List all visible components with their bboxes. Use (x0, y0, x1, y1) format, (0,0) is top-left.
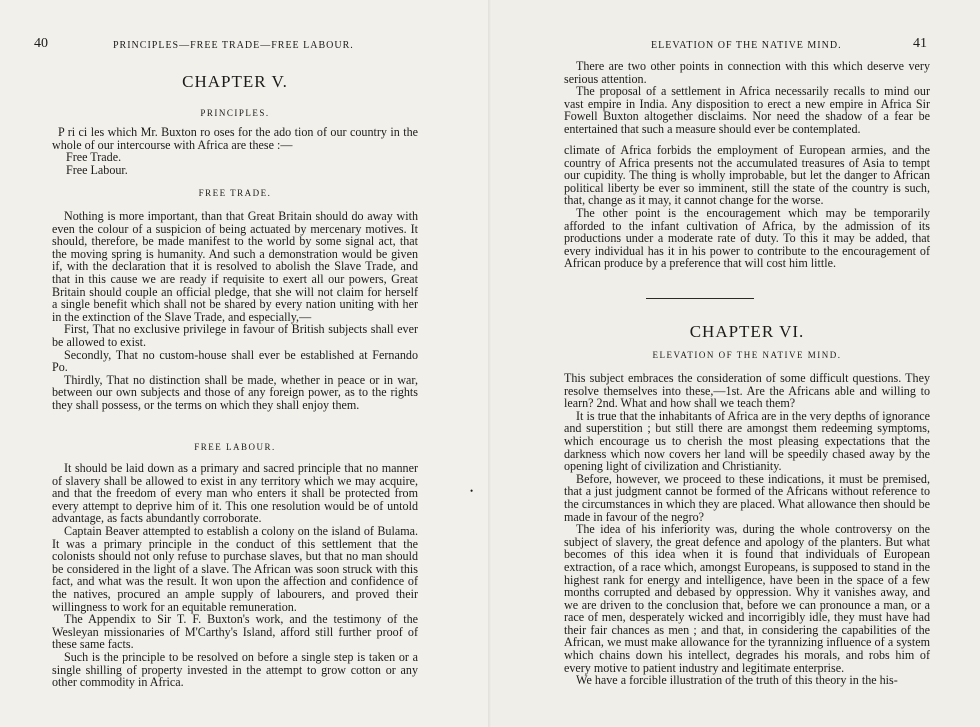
paragraph: The Appendix to Sir T. F. Buxton's work, and the testimony of the Wesleyan missionaries of M'Carthy's Island, afford still further proof of these same facts. (52, 612, 418, 652)
intro-block (52, 126, 418, 176)
paragraph: This subject embraces the consideration of some difficult questions. They resolve themselves into these,—1st. Are the Africans able and willing to learn? 2nd. What and how shall we teach them? (564, 371, 930, 411)
chapter-subtitle: PRINCIPLES. (200, 108, 270, 118)
paragraph: The idea of his inferiority was, during the whole controversy on the subject of slavery, the great defence and apology of the planters. But what becomes of this idea when it is found that individuals of European extraction, of a race which, amongst Europeans, is supposed to stand in the highest rank for energy and intelligence, have been in the space of a few months corrupted and debased by oppression. Why it vanishes away, and we are driven to the conclusion that, before we can pronounce a man, or a race of men, desperately wicked and incorrigibly idle, they must have had their fair chances as men ; and that, in considering the capabilities of the African, we must make allowance for the tyrannizing influence of a system which chains down his intellect, degrades his morals, and robs him of every motive to patient industry and legitimate enterprise. (564, 522, 930, 675)
running-head: PRINCIPLES—FREE TRADE—FREE LABOUR. (113, 40, 354, 51)
chapter-title: CHAPTER VI. (689, 322, 805, 341)
paragraph: Captain Beaver attempted to establish a colony on the island of Bulama. It was a primary principle in the conduct of this settlement that the colonists should not only refuse to purchase slaves, but that no man should be considered in the light of a slave. The African was soon struck with this fact, and what was the result. It won upon the affection and confidence of the natives, procured an ample supply of labourers, and proved their willingness to work for an equitable remuneration. (52, 523, 418, 614)
paragraph: Thirdly, That no distinction shall be made, whether in peace or in war, between our own subjects and those of any foreign power, as to the rights they shall possess, or the terms on which they shall enjoy them. (52, 372, 418, 412)
right-page (492, 0, 980, 727)
paragraph: The other point is the encouragement which may be temporarily afforded to the infant cultivation of Africa, by the admission of its productions under a moderate rate of duty. To this it may be added, that every individual has it in his power to contribute to the encouragement of African produce by a preference that will cost him little. (564, 205, 930, 271)
top-text-block (564, 60, 930, 136)
paragraph: It should be laid down as a primary and sacred principle that no manner of slavery shall be allowed to exist in any territory which we may acquire, and that the freedom of every man who enters it shall be protected from every attempt to deprive him of it. This one resolution would be of untold advantage, as facts abundantly corroborate. (52, 461, 418, 526)
paragraph: It is true that the inhabitants of Africa are in the very depths of ignorance and superstition ; but still there are amongst them redeeming symptoms, which encourage us to cherish the most pleasing expectations that the darkness which now covers her land will be speedily chased away by the opening light of civilization and Christianity. (564, 408, 930, 474)
chapter-title: CHAPTER V. (182, 72, 288, 91)
paragraph: We have a forcible illustration of the truth of this theory in the his- (576, 673, 898, 688)
paragraph: First, That no exclusive privilege in favour of British subjects shall ever be allowed to exist. (52, 322, 418, 349)
paragraph: The proposal of a settlement in Africa necessarily recalls to mind our vast empire in India. Any disposition to erect a new empire in Africa Sir Fowell Buxton altogether disclaims. Nor need the shadow of a fear be entertained that such a measure should ever be contemplated. (564, 84, 930, 136)
free-labour-text (52, 462, 418, 689)
paragraph: There are two other points in connection with this which deserve very serious attention. (564, 59, 930, 86)
chapter-subtitle: ELEVATION OF THE NATIVE MIND. (652, 350, 842, 360)
section-divider (646, 298, 754, 299)
intro-text: P ri ci les which Mr. Buxton ro oses for the ado tion of our country in the whole of our intercourse with Africa are these :— (52, 125, 418, 152)
paragraph: climate of Africa forbids the employment of European armies, and the country of Africa presents not the accumulated treasures of Asia to tempt our cupidity. The thing is wholly improbable, but let the danger to African political liberty be ever so imminent, still the state of the country is such, that, change as it may, it cannot change for the worse. (564, 143, 930, 208)
middle-text-block (564, 144, 930, 270)
section-heading-free-labour: FREE LABOUR. (194, 442, 276, 452)
page-number: 40 (34, 36, 48, 51)
chapter-text (564, 372, 930, 687)
paragraph: Nothing is more important, than that Great Britain should do away with even the colour of a suspicion of being actuated by mercenary motives. It should, therefore, be made manifest to the world by some signal act, that the moving spring is humanity. And such a demonstration would be given if, with the declaration that it is resolved to abolish the Slave Trade, and that in this cause we are ready if requisite to exert all our powers, Great Britain should couple an official pledge, that she will not claim for herself a single benefit which shall not be shared by every nation uniting with her in the extinction of the Slave Trade, and especially,— (52, 209, 418, 324)
paragraph: Such is the principle to be resolved on before a single step is taken or a single shilling of property invested in the attempt to grow cotton or any other commodity in Africa. (52, 649, 418, 690)
running-head: ELEVATION OF THE NATIVE MIND. (651, 40, 842, 51)
list-item-free-trade: Free Trade. (66, 150, 122, 165)
section-heading-free-trade: FREE TRADE. (198, 188, 272, 198)
dot-mark: • (470, 486, 474, 496)
paragraph: Secondly, That no custom-house shall ever be established at Fernando Po. (52, 347, 418, 375)
page-number: 41 (913, 36, 927, 51)
free-trade-text (52, 210, 418, 412)
list-item-free-labour: Free Labour. (66, 162, 128, 177)
paragraph: Before, however, we proceed to these indications, it must be premised, that a just judgment cannot be formed of the Africans without reference to the circumstances in which they are placed. What allowance then should be made in favour of the negro? (564, 471, 930, 524)
